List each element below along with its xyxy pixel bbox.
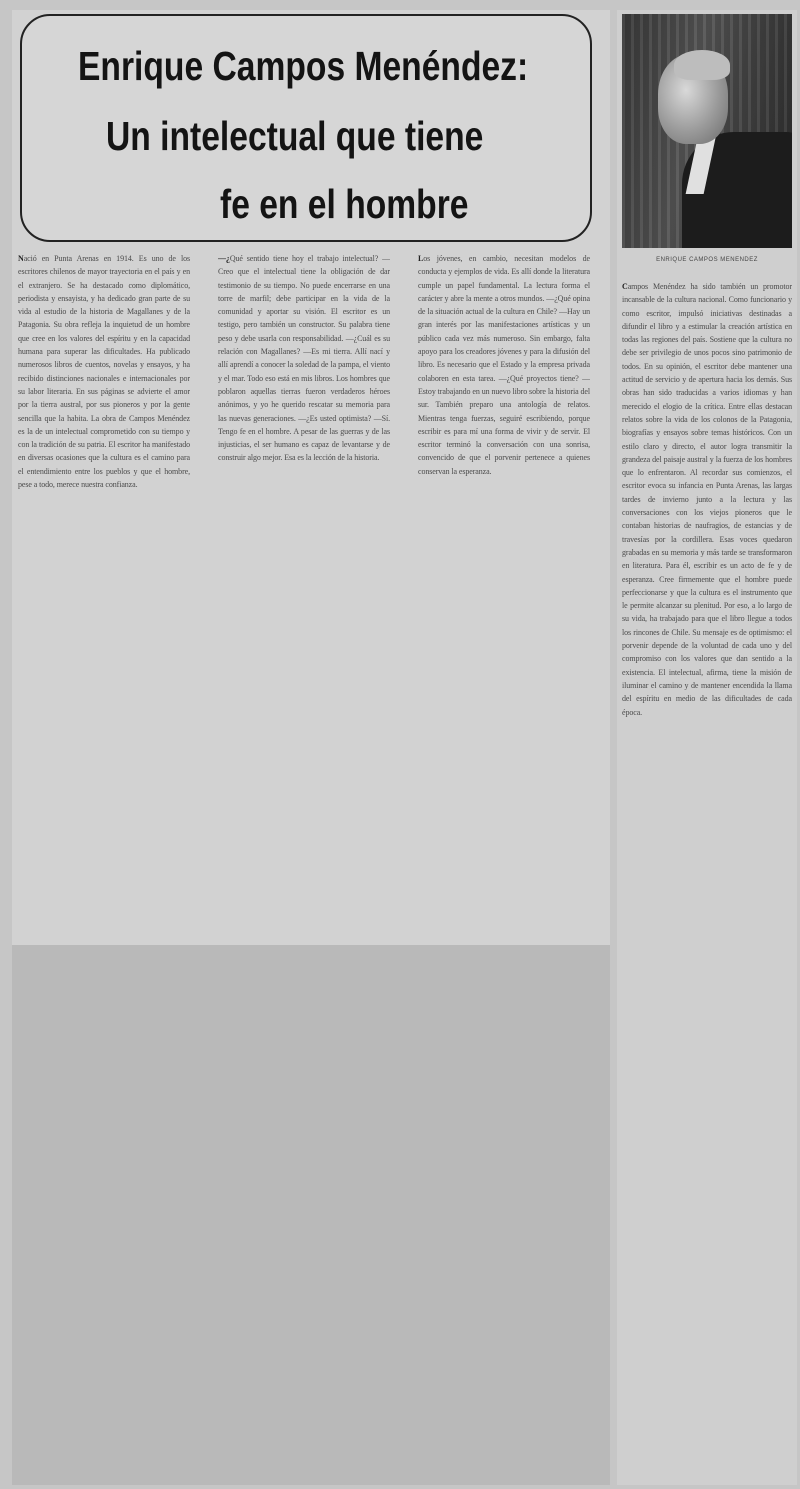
photo-figure-hair xyxy=(674,50,730,80)
headline-line-3: fe en el hombre xyxy=(220,181,469,227)
article-column-3: Los jóvenes, en cambio, necesitan modelos de conducta y ejemplos de vida. Es allí donde la literatura cumple un papel fundamental. La lectura forma el carácter y abre la mente a otros mundos. —¿Qué opina de la situación actual de la cultura en Chile? —Hay un gran interés por las manifestaciones artísticas y un público cada vez más numeroso. Sin embargo, falta apoyo para los creadores jóvenes y para la difusión del libro. Es necesario que el Estado y la empresa privada colaboren en esta tarea. —¿Qué proyectos tiene? —Estoy trabajando en un nuevo libro sobre la historia del sur. También preparo una antología de relatos. Mientras tenga fuerzas, seguiré escribiendo, porque escribir es para mí una forma de vivir y de servir. El escritor terminó la conversación con una sonrisa, convencido de que el porvenir pertenece a quienes conservan la esperanza. xyxy=(418,254,590,476)
headline-box xyxy=(20,14,592,242)
headline-line-2: Un intelectual que tiene xyxy=(106,113,484,159)
portrait-photo xyxy=(622,14,792,248)
photo-caption: ENRIQUE CAMPOS MENENDEZ xyxy=(656,257,758,263)
article-column-4: Campos Menéndez ha sido también un promotor incansable de la cultura nacional. Como funcionario y como escritor, impulsó iniciativas destinadas a difundir el libro y a estimular la creación artística en todas las regiones del país. Sostiene que la cultura no debe ser privilegio de unos pocos sino patrimonio de todos. En su opinión, el escritor debe mantener una actitud de servicio y de apertura hacia los demás. Sus obras han sido traducidas a varios idiomas y han merecido el elogio de la crítica. Entre ellas destacan relatos sobre la vida de los colonos de la Patagonia, biografías y ensayos sobre temas históricos. Con un estilo claro y directo, el autor logra transmitir la grandeza del paisaje austral y la fuerza de los hombres que lo enfrentaron. Al recordar sus comienzos, el escritor evoca su infancia en Punta Arenas, las largas tardes de invierno junto a la lectura y las conversaciones con los viejos pioneros que le contaban historias de naufragios, de estancias y de travesías por la cordillera. Esas voces quedaron grabadas en su memoria y más tarde se transformaron en literatura. Para él, escribir es un acto de fe y de esperanza. Cree firmemente que el hombre puede perfeccionarse y que la cultura es el instrumento que le permite alcanzar su plenitud. Por eso, a lo largo de su vida, ha trabajado para que el libro llegue a todos los rincones de Chile. Su mensaje es de optimismo: el porvenir depende de la voluntad de cada uno y del compromiso con los valores que dan sentido a la existencia. El intelectual, afirma, tiene la misión de iluminar el camino y de mantener encendida la llama del espíritu en medio de las dificultades de cada época. xyxy=(622,282,792,717)
article-column-1: Nació en Punta Arenas en 1914. Es uno de los escritores chilenos de mayor trayectoria en el país y en el extranjero. Se ha destacado como diplomático, periodista y ensayista, y ha dedicado gran parte de su vida al estudio de la historia de Magallanes y de la Patagonia. Su obra refleja la inquietud de un hombre que cree en los valores del espíritu y en la capacidad humana para superar las dificultades. Ha publicado numerosos libros de cuentos, novelas y ensayos, y ha recibido distinciones nacionales e internacionales por su labor literaria. En sus páginas se advierte el amor por la tierra austral, por sus pioneros y por la gente sencilla que la habita. La obra de Campos Menéndez es la de un intelectual comprometido con su tiempo y con la tradición de su patria. El escritor ha manifestado en diversas ocasiones que la cultura es el camino para el entendimiento entre los pueblos y que el hombre, pese a todo, merece nuestra confianza. xyxy=(18,254,190,490)
headline-line-1: Enrique Campos Menéndez: xyxy=(78,43,529,89)
article-column-2: —¿Qué sentido tiene hoy el trabajo intelectual? —Creo que el intelectual tiene la obligación de dar testimonio de su tiempo. No puede encerrarse en una torre de marfil; debe participar en la vida de la comunidad y aportar su visión. El escritor es un testigo, pero también un constructor. Su palabra tiene peso y debe usarla con responsabilidad. —¿Cuál es su relación con Magallanes? —Es mi tierra. Allí nací y allí aprendí a conocer la soledad de la pampa, el viento y el mar. Todo eso está en mis libros. Los hombres que poblaron aquellas tierras fueron verdaderos héroes anónimos, y yo he querido rescatar su memoria para las nuevas generaciones. —¿Es usted optimista? —Sí. Tengo fe en el hombre. A pesar de las guerras y de las injusticias, el ser humano es capaz de levantarse y de construir algo mejor. Esa es la lección de la historia. xyxy=(218,254,390,463)
blank-paper-area xyxy=(12,945,610,1485)
